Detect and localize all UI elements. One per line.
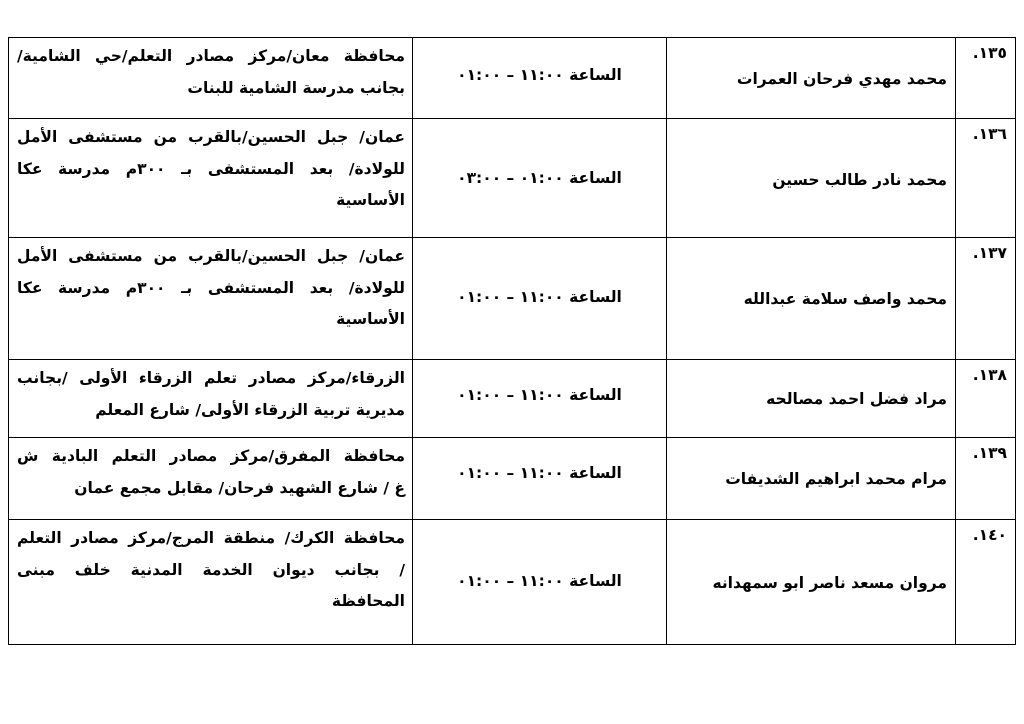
time-slot: الساعة ١١:٠٠ – ٠١:٠٠ — [457, 66, 622, 84]
person-name: محمد مهدي فرحان العمرات — [736, 70, 947, 88]
location-line: محافظة المفرق/مركز مصادر التعلم البادية ش — [17, 447, 405, 465]
location-line: الأساسية — [336, 191, 405, 209]
person-name: مروان مسعد ناصر ابو سمهدانه — [712, 574, 947, 592]
location-cell — [9, 238, 413, 360]
location-line: الزرقاء/مركز مصادر تعلم الزرقاء الأولى /بجانب — [17, 369, 405, 387]
document-page — [8, 37, 1015, 645]
table-row — [9, 360, 1016, 438]
location-line: عمان/ جبل الحسين/بالقرب من مستشفى الأمل — [17, 128, 405, 146]
time-slot-cell — [413, 238, 667, 360]
time-slot: الساعة ١١:٠٠ – ٠١:٠٠ — [457, 288, 622, 306]
person-name-cell — [667, 438, 956, 520]
person-name-cell — [667, 520, 956, 645]
person-name: محمد واصف سلامة عبدالله — [743, 290, 947, 308]
location-line: عمان/ جبل الحسين/بالقرب من مستشفى الأمل — [17, 247, 405, 265]
location-line: بجانب مدرسة الشامية للبنات — [187, 78, 405, 97]
person-name: مرام محمد ابراهيم الشديفات — [725, 470, 947, 488]
location-line: للولادة/ بعد المستشفى بـ ٣٠٠م مدرسة عكا — [17, 278, 405, 297]
time-slot-cell — [413, 119, 667, 238]
row-number: ١٣٥. — [956, 38, 1016, 119]
time-slot-cell — [413, 360, 667, 438]
location-cell — [9, 360, 413, 438]
time-slot-cell — [413, 438, 667, 520]
time-slot: الساعة ٠١:٠٠ – ٠٣:٠٠ — [457, 169, 622, 187]
table-row — [9, 438, 1016, 520]
time-slot-cell — [413, 520, 667, 645]
location-line: محافظة معان/مركز مصادر التعلم/حي الشامية/ — [17, 47, 405, 65]
location-line: غ / شارع الشهيد فرحان/ مقابل مجمع عمان — [74, 478, 405, 497]
location-line: / بجانب ديوان الخدمة المدنية خلف مبنى — [17, 560, 405, 579]
appointments-table — [8, 37, 1016, 645]
location-cell — [9, 438, 413, 520]
row-number: ١٣٩. — [956, 438, 1016, 520]
location-line: المحافظة — [331, 592, 405, 610]
location-line: محافظة الكرك/ منطقة المرج/مركز مصادر التعلم — [17, 529, 405, 547]
location-cell — [9, 38, 413, 119]
table-row — [9, 520, 1016, 645]
location-line: الأساسية — [336, 310, 405, 328]
row-number: ١٣٧. — [956, 238, 1016, 360]
table-row — [9, 119, 1016, 238]
row-number: ١٤٠. — [956, 520, 1016, 645]
table-row — [9, 38, 1016, 119]
time-slot-cell — [413, 38, 667, 119]
location-line: للولادة/ بعد المستشفى بـ ٣٠٠م مدرسة عكا — [17, 159, 405, 178]
table-row — [9, 238, 1016, 360]
location-cell — [9, 520, 413, 645]
time-slot: الساعة ١١:٠٠ – ٠١:٠٠ — [457, 386, 622, 404]
person-name-cell — [667, 119, 956, 238]
time-slot: الساعة ١١:٠٠ – ٠١:٠٠ — [457, 572, 622, 590]
time-slot: الساعة ١١:٠٠ – ٠١:٠٠ — [457, 464, 622, 482]
person-name-cell — [667, 360, 956, 438]
person-name: مراد فضل احمد مصالحه — [766, 390, 947, 408]
person-name-cell — [667, 238, 956, 360]
row-number: ١٣٦. — [956, 119, 1016, 238]
person-name-cell — [667, 38, 956, 119]
person-name: محمد نادر طالب حسين — [772, 171, 947, 189]
location-cell — [9, 119, 413, 238]
row-number: ١٣٨. — [956, 360, 1016, 438]
location-line: مديرية تربية الزرقاء الأولى/ شارع المعلم — [95, 400, 405, 419]
